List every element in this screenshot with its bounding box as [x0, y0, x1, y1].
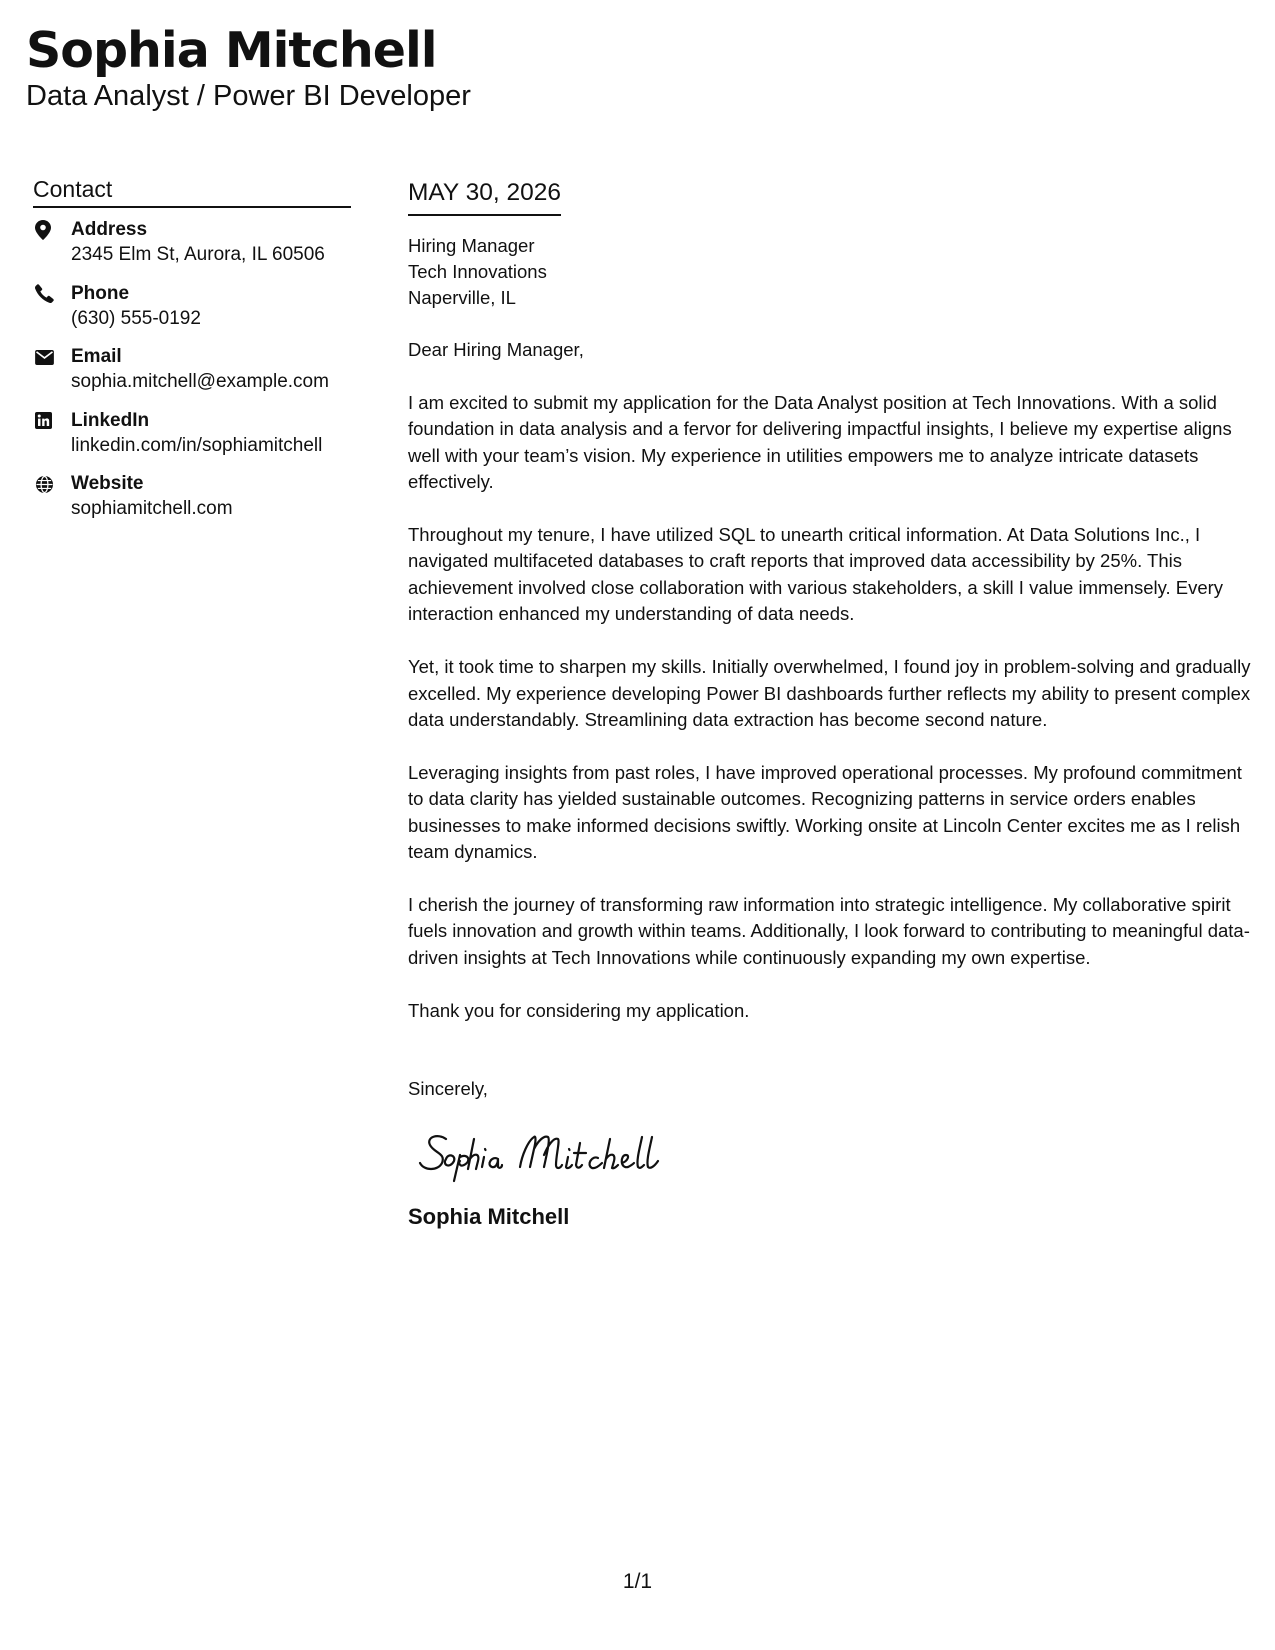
- closing: Sincerely,: [408, 1078, 488, 1100]
- contact-item-address: [33, 218, 351, 282]
- contact-item-email: [33, 345, 351, 409]
- linkedin-value: linkedin.com/in/sophiamitchell: [71, 434, 323, 456]
- recipient-name: Hiring Manager: [408, 235, 535, 256]
- contact-label: Email: [71, 346, 122, 367]
- salutation: Dear Hiring Manager,: [408, 339, 584, 360]
- envelope-icon: [33, 345, 71, 369]
- recipient-block: [408, 233, 1258, 311]
- contact-item-website: [33, 472, 351, 536]
- contact-list: [33, 218, 351, 536]
- contact-label: LinkedIn: [71, 409, 150, 431]
- phone-value: (630) 555-0192: [71, 307, 201, 329]
- signed-name: Sophia Mitchell: [408, 1203, 570, 1229]
- linkedin-icon: [33, 409, 71, 433]
- paragraph: Yet, it took time to sharpen my skills. Initially overwhelmed, I found joy in problem-solving and gradually excelled. My experience developing Power BI dashboards further reflects my ability to present complex data understandably. Streamlining data extraction has become second nature.: [408, 656, 1251, 730]
- paragraph: I cherish the journey of transforming raw information into strategic intelligence. My collaborative spirit fuels innovation and growth within teams. Additionally, I look forward to contributing to meaningful data-driven insights at Tech Innovations while continuously expanding my own expertise.: [408, 894, 1250, 968]
- contact-heading: Contact: [33, 175, 351, 208]
- contact-sidebar: [33, 175, 351, 536]
- website-value: sophiamitchell.com: [71, 498, 233, 519]
- globe-icon: [33, 472, 71, 496]
- applicant-name: Sophia Mitchell: [26, 22, 437, 79]
- paragraph: Throughout my tenure, I have utilized SQL to unearth critical information. At Data Solutions Inc., I navigated multifaceted databases to craft reports that improved data accessibility by 25%. This achievement involved close collaboration with various stakeholders, a skill I value immensely. Every interaction enhanced my understanding of data needs.: [408, 524, 1224, 625]
- contact-item-linkedin: [33, 409, 351, 473]
- handwritten-signature: [416, 1125, 1258, 1185]
- contact-item-phone: [33, 282, 351, 346]
- map-pin-icon: [33, 218, 71, 242]
- letter-header: [26, 22, 471, 114]
- recipient-company: Tech Innovations: [408, 261, 547, 282]
- paragraph: Leveraging insights from past roles, I have improved operational processes. My profound commitment to data clarity has yielded sustainable outcomes. Recognizing patterns in service orders enables businesses to make informed decisions swiftly. Working onsite at Lincoln Center excites me as I relish team dynamics.: [408, 761, 1242, 863]
- letter-date: MAY 30, 2026: [408, 178, 561, 216]
- contact-label: Phone: [71, 282, 130, 304]
- email-value: sophia.mitchell@example.com: [71, 371, 329, 392]
- contact-label: Address: [71, 219, 148, 240]
- phone-icon: [33, 282, 71, 306]
- applicant-title: Data Analyst / Power BI Developer: [26, 80, 471, 112]
- address-value: 2345 Elm St, Aurora, IL 60506: [71, 244, 325, 265]
- recipient-location: Naperville, IL: [408, 287, 516, 308]
- paragraph: Thank you for considering my application.: [408, 999, 750, 1021]
- page-number: 1/1: [622, 1570, 653, 1593]
- contact-label: Website: [71, 473, 144, 494]
- letter-body: [408, 178, 1258, 1231]
- paragraph: I am excited to submit my application for the Data Analyst position at Tech Innovations. With a solid foundation in data analysis and a fervor for delivering impactful insights, I believe my expertise aligns well with your team’s vision. My experience in utilities empowers me to analyze intricate datasets effectively.: [408, 391, 1232, 493]
